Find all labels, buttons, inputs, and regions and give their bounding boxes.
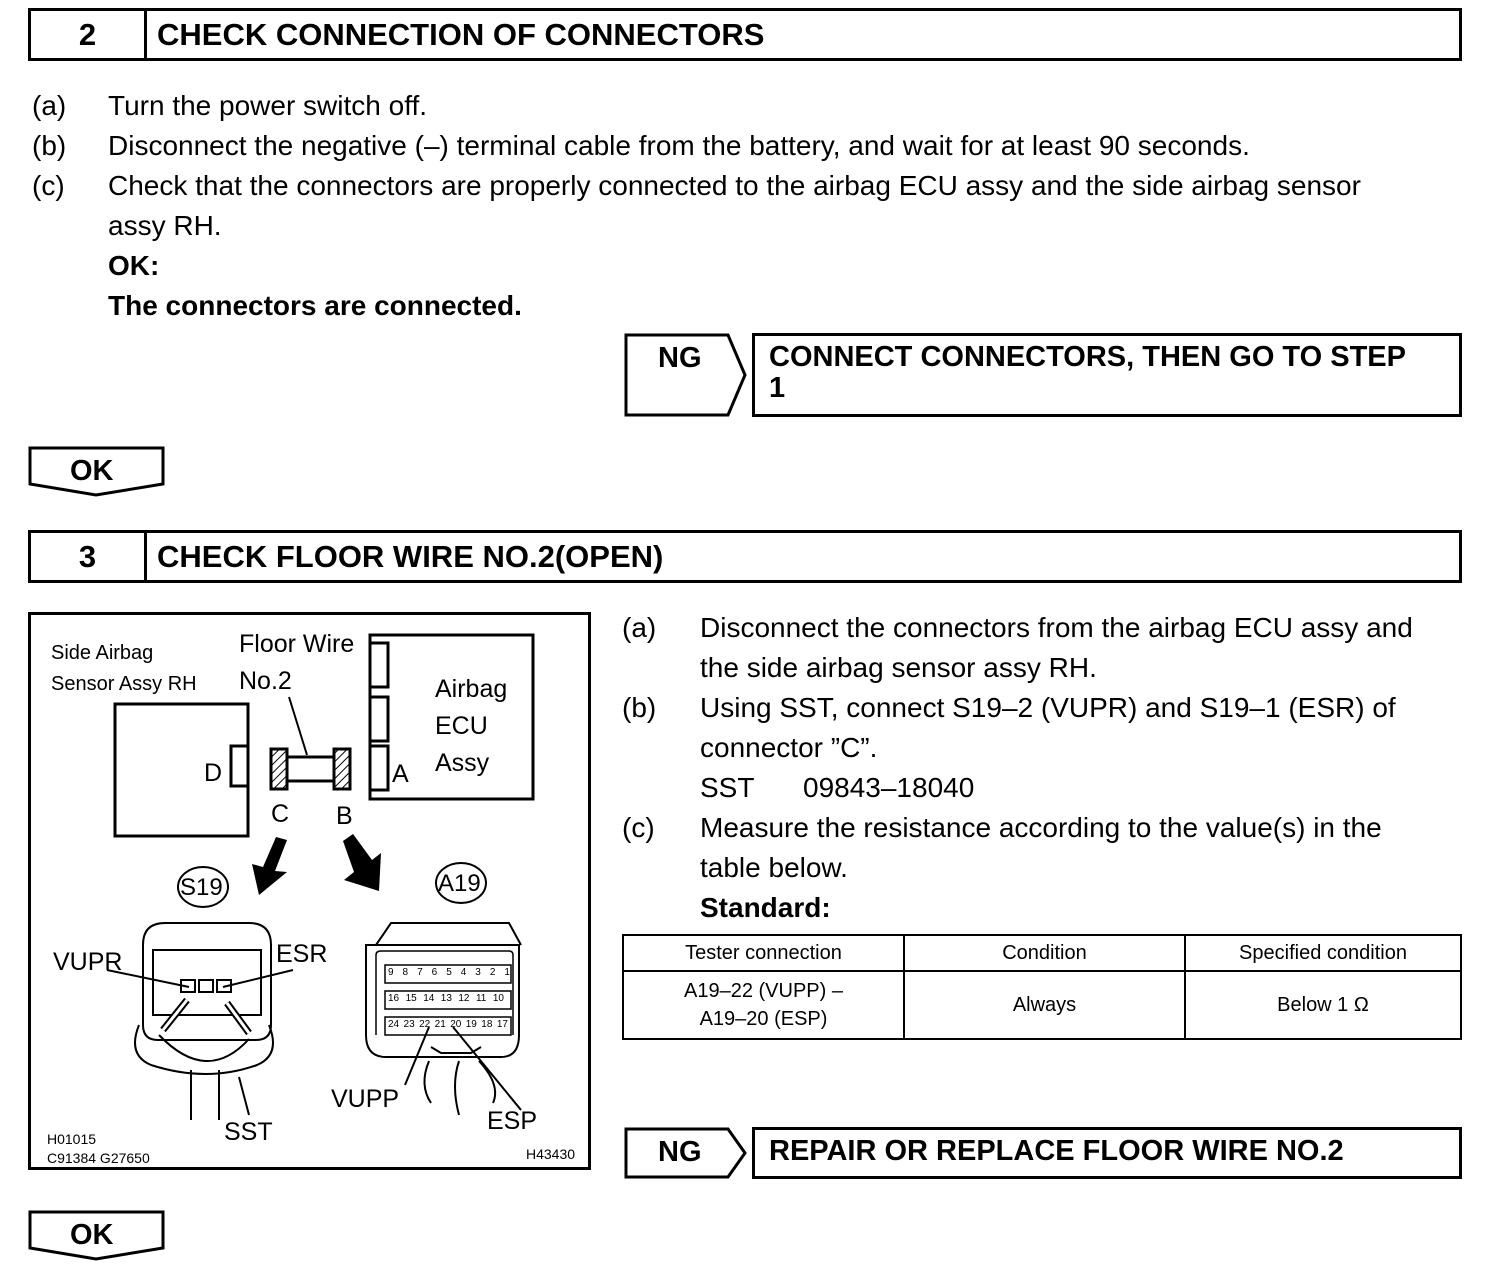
pin-number: 13 [440,993,452,1004]
pin-row-3 [388,1020,508,1030]
figure-code-3: H43430 [526,1146,576,1162]
airbag-ecu-label-2: ECU [435,712,488,740]
pin-number: 8 [402,967,409,978]
instruction-text-cont: connector ”C”. [700,732,878,763]
ng-result-box [752,333,1462,417]
sst-label: SST [224,1118,273,1146]
pin-number: 17 [496,1019,508,1030]
instruction-text: Disconnect the negative (–) terminal cable from the battery, and wait for at least 90 seconds. [108,130,1250,161]
pin-number: 6 [431,967,438,978]
sst-label: SST [700,772,755,803]
figure-code-2: C91384 G27650 [47,1150,150,1166]
a19-label: A19 [438,870,481,897]
ok-criteria-label: OK: [108,250,160,281]
ng-result-line1: CONNECT CONNECTORS, THEN GO TO STEP [769,341,1406,373]
ng-result-text: REPAIR OR REPLACE FLOOR WIRE NO.2 [769,1135,1344,1167]
pin-number: 16 [388,993,400,1004]
ok-criteria-text: The connectors are connected. [108,290,522,321]
ok-label: OK [70,1219,114,1251]
item-label: (a) [622,612,657,643]
connector-a-label: A [392,760,409,788]
airbag-ecu-label-3: Assy [435,749,490,777]
pin-number: 12 [458,993,470,1004]
connector-d-label: D [204,759,223,787]
pin-number: 19 [465,1019,477,1030]
pin-number: 3 [475,967,481,978]
step-title: CHECK FLOOR WIRE NO.2(OPEN) [157,538,664,574]
pin-number: 11 [475,993,487,1004]
pin-row-2 [388,994,504,1004]
vupp-label: VUPP [331,1085,400,1113]
step-number: 2 [31,11,147,58]
pin-number: 23 [403,1019,415,1030]
step-number: 3 [31,533,147,580]
ng-result-box [752,1127,1462,1179]
connector-b-label: B [336,802,353,830]
esp-label: ESP [487,1107,538,1135]
ok-label: OK [70,455,114,487]
ng-label: NG [658,1136,702,1168]
instruction-text: Disconnect the connectors from the airbag ECU assy and [700,612,1413,643]
floor-wire-label-2: No.2 [239,667,292,695]
item-label: (b) [32,130,67,161]
step-2-header [28,8,1462,61]
table-row [623,971,1461,1039]
side-airbag-label: Side Airbag [51,642,154,664]
table-cell-condition: Always [904,971,1185,1039]
connector-c-label: C [271,800,290,828]
wiring-diagram [28,612,591,1170]
airbag-ecu-label: Airbag [435,675,508,703]
table-header: Tester connection [623,935,904,971]
ng-label: NG [658,342,702,374]
pin-number: 1 [504,967,510,978]
pin-number: 22 [419,1019,431,1030]
instruction-text-cont: the side airbag sensor assy RH. [700,652,1097,683]
s19-label: S19 [180,874,223,901]
sst-number: 09843–18040 [803,772,975,803]
spec-table [622,934,1462,1040]
instruction-text: Using SST, connect S19–2 (VUPR) and S19–1 (ESR) of [700,692,1396,723]
pin-number: 20 [450,1019,462,1030]
item-label: (c) [622,812,655,843]
instruction-text-cont: assy RH. [108,210,222,241]
pin-number: 4 [460,967,467,978]
pin-number: 14 [423,993,435,1004]
step-3-header [28,530,1462,583]
tester-line-1: A19–22 (VUPP) – [684,980,843,1002]
pin-number: 18 [481,1019,493,1030]
instruction-text-cont: table below. [700,852,848,883]
standard-label: Standard: [700,892,831,923]
figure-code-1: H01015 [47,1131,97,1147]
table-header: Condition [904,935,1185,971]
item-label: (b) [622,692,657,723]
table-cell-specified: Below 1 Ω [1185,971,1461,1039]
instruction-text: Check that the connectors are properly connected to the airbag ECU assy and the side airbag sensor [108,170,1361,201]
pin-number: 21 [434,1019,446,1030]
instruction-text: Turn the power switch off. [108,90,428,121]
pin-number: 24 [388,1019,400,1030]
item-label: (c) [32,170,65,201]
floor-wire-label: Floor Wire [239,630,355,658]
step-title: CHECK CONNECTION OF CONNECTORS [157,16,765,52]
esr-label: ESR [276,940,328,968]
item-label: (a) [32,90,67,121]
pin-number: 2 [489,967,496,978]
table-cell-tester [623,971,904,1039]
pin-number: 5 [446,967,452,978]
pin-number: 15 [405,993,417,1004]
instruction-text: Measure the resistance according to the value(s) in the [700,812,1382,843]
tester-line-2: A19–20 (ESP) [699,1008,828,1030]
pin-row-1 [388,968,510,978]
table-header: Specified condition [1185,935,1461,971]
side-airbag-label-2: Sensor Assy RH [51,673,197,695]
pin-number: 7 [417,967,423,978]
pin-number: 10 [492,993,504,1004]
pin-number: 9 [388,967,394,978]
vupr-label: VUPR [53,948,123,976]
ng-result-line2: 1 [769,372,786,404]
